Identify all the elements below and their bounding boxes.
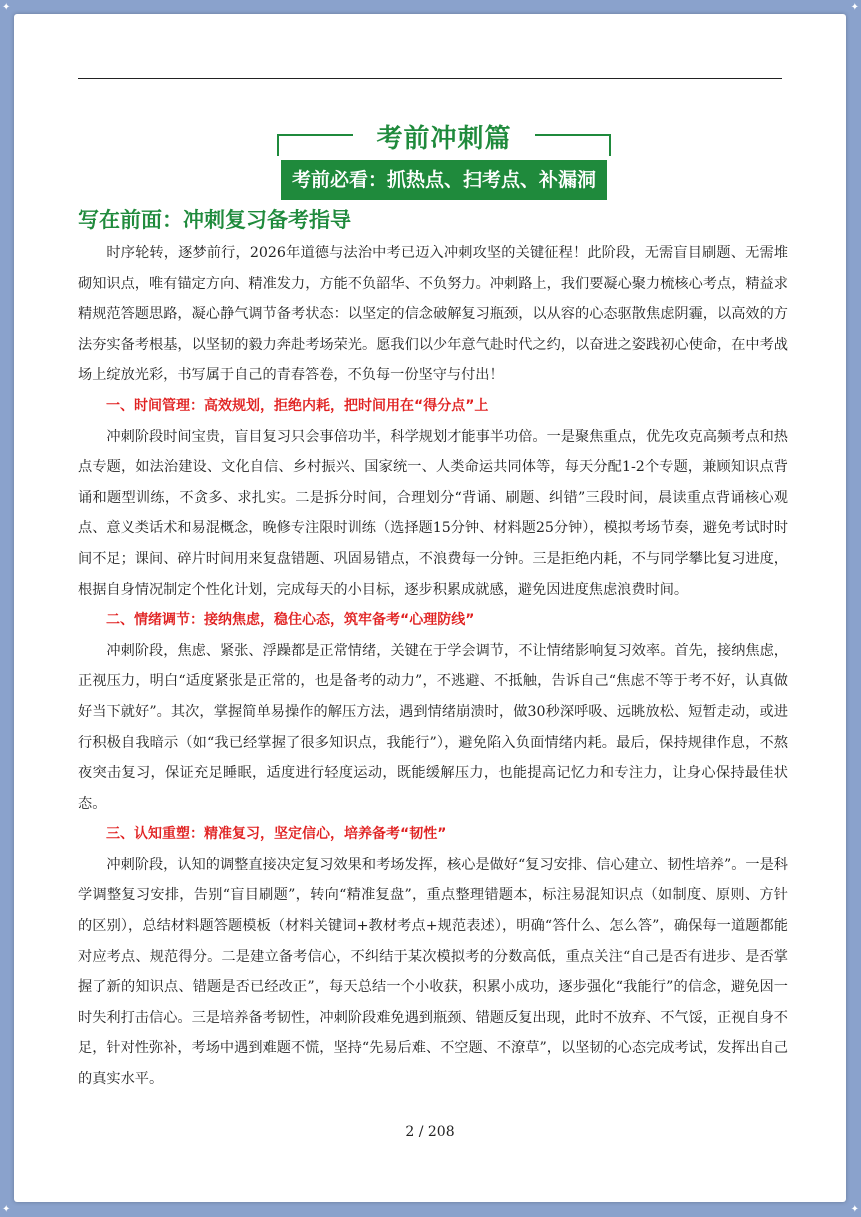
banner-title: 考前冲刺篇: [376, 124, 512, 154]
section-heading-cognition: 三、认知重塑：精准复习，坚定信心，培养备考“韧性”: [106, 826, 447, 843]
document-page: [14, 14, 846, 1202]
frame-corner-star-icon: ✦: [850, 1204, 859, 1215]
section-heading-emotion: 二、情绪调节：接纳焦虑，稳住心态，筑牢备考“心理防线”: [106, 612, 475, 629]
title-banner: [277, 122, 611, 204]
section-body-emotion: 冲刺阶段，焦虑、紧张、浮躁都是正常情绪，关键在于学会调节，不让情绪影响复习效率。首先，接纳焦虑，正视压力，明白“适度紧张是正常的，也是备考的动力”，不逃避、不抵触，告诉自己“焦虑不等于考不好，认真做好当下就好”。其次，掌握简单易操作的解压方法，遇到情绪崩溃时，做30秒深呼吸、远眺放松、短暂走动，或进行积极自我暗示（如“我已经掌握了很多知识点，我能行”），避免陷入负面情绪内耗。最后，保持规律作息，不熬夜突击复习，保证充足睡眠，适度进行轻度运动，既能缓解压力，也能提高记忆力和专注力，让身心保持最佳状态。: [78, 642, 788, 812]
frame-corner-star-icon: ✦: [850, 2, 859, 13]
section-body-time-management: 冲刺阶段时间宝贵，盲目复习只会事倍功半，科学规划才能事半功倍。一是聚焦重点，优先攻克高频考点和热点专题，如法治建设、文化自信、乡村振兴、国家统一、人类命运共同体等，每天分配1-2个专题，兼顾知识点背诵和题型训练，不贪多、求扎实。二是拆分时间，合理划分“背诵、刷题、纠错”三段时间，晨读重点背诵核心观点、意义类话术和易混概念，晚修专注限时训练（选择题15分钟、材料题25分钟），模拟考场节奏，避免考试时时间不足；课间、碎片时间用来复盘错题、巩固易错点，不浪费每一分钟。三是拒绝内耗，不与同学攀比复习进度，根据自身情况制定个性化计划，完成每天的小目标，逐步积累成就感，避免因进度焦虑浪费时间。: [78, 428, 789, 598]
section-heading-time-management: 一、时间管理：高效规划，拒绝内耗，把时间用在“得分点”上: [106, 397, 489, 414]
header-rule: [78, 78, 782, 79]
section-body-cognition: 冲刺阶段，认知的调整直接决定复习效果和考场发挥，核心是做好“复习安排、信心建立、韧性培养”。一是科学调整复习安排，告别“盲目刷题”，转向“精准复盘”，重点整理错题本，标注易混知识点（如制度、原则、方针的区别），总结材料题答题模板（材料关键词+教材考点+规范表述），明确“答什么、怎么答”，确保每一道题都能对应考点、规范得分。二是建立备考信心，不纠结于某次模拟考的分数高低，重点关注“自己是否有进步、是否掌握了新的知识点、错题是否已经改正”，每天总结一个小收获，积累小成功，逐步强化“我能行”的信念，避免因一时失利打击信心。三是培养备考韧性，冲刺阶段难免遇到瓶颈、错题反复出现，此时不放弃、不气馁，正视自身不足，针对性弥补，考场中遇到难题不慌，坚持“先易后难、不空题、不潦草”，以坚韧的心态完成考试，发挥出自己的真实水平。: [78, 856, 788, 1088]
document-body: [78, 238, 788, 1095]
banner-subtitle: 考前必看：抓热点、扫考点、补漏洞: [281, 160, 607, 200]
frame-corner-star-icon: ✦: [2, 2, 11, 13]
intro-paragraph: 时序轮转，逐梦前行，2026年道德与法治中考已迈入冲刺攻坚的关键征程！此阶段，无需盲目刷题、无需堆砌知识点，唯有锚定方向、精准发力，方能不负韶华、不负努力。冲刺路上，我们要凝心聚力梳核心考点，精益求精规范答题思路，凝心静气调节备考状态：以坚定的信念破解复习瓶颈，以从容的心态驱散焦虑阴霾，以高效的方法夯实备考根基，以坚韧的毅力奔赴考场荣光。愿我们以少年意气赴时代之约，以奋进之姿践初心使命，在中考战场上绽放光彩，书写属于自己的青春答卷，不负每一份坚守与付出！: [78, 245, 788, 384]
page-number: 2 / 208: [405, 1124, 455, 1140]
frame-corner-star-icon: ✦: [2, 1204, 11, 1215]
page-heading: 写在前面：冲刺复习备考指导: [78, 208, 351, 232]
